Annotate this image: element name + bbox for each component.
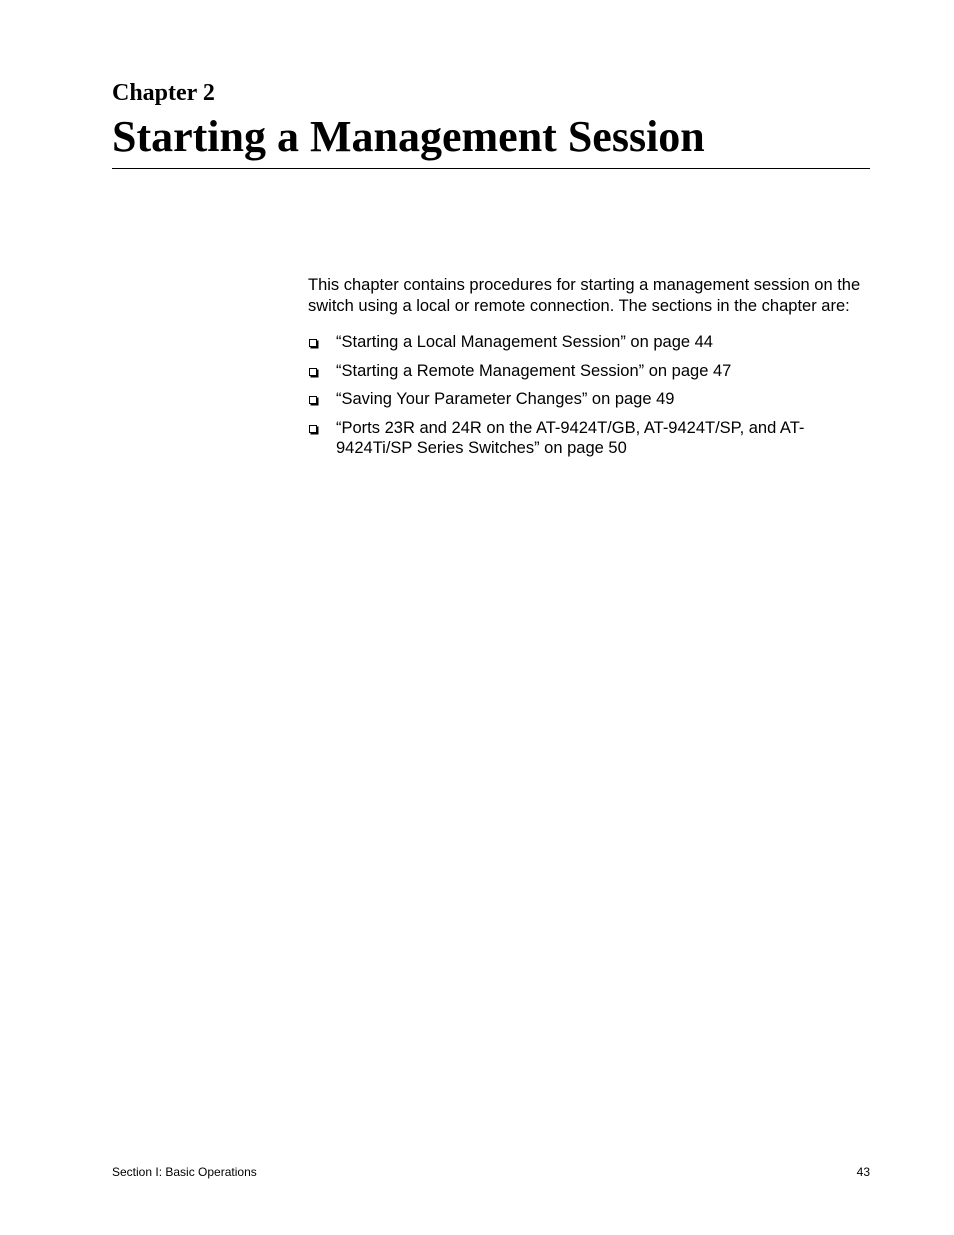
topic-item[interactable] <box>308 361 870 382</box>
checkbox-bullet-icon <box>309 396 317 404</box>
footer-section-label: Section I: Basic Operations <box>112 1165 257 1179</box>
topic-link[interactable]: “Starting a Local Management Session” on page 44 <box>336 333 713 351</box>
checkbox-bullet-icon <box>309 339 317 347</box>
topic-link[interactable]: “Ports 23R and 24R on the AT-9424T/GB, AT-9424T/SP, and AT-9424Ti/SP Series Switches” on page 50 <box>336 418 805 457</box>
topic-item[interactable] <box>308 389 870 410</box>
chapter-title: Starting a Management Session <box>112 112 705 161</box>
topic-item[interactable] <box>308 418 870 459</box>
title-rule <box>112 168 870 169</box>
chapter-content <box>308 275 870 467</box>
topic-link[interactable]: “Starting a Remote Management Session” on page 47 <box>336 361 732 380</box>
intro-paragraph: This chapter contains procedures for starting a management session on the switch using a local or remote connection. The sections in the chapter are: <box>308 276 861 315</box>
checkbox-bullet-icon <box>309 368 317 376</box>
topic-link[interactable]: “Saving Your Parameter Changes” on page 49 <box>336 390 675 408</box>
topic-list <box>308 332 870 459</box>
chapter-label: Chapter 2 <box>112 80 215 106</box>
footer-page-number: 43 <box>856 1165 870 1179</box>
topic-item[interactable] <box>308 332 870 353</box>
checkbox-bullet-icon <box>309 425 317 433</box>
